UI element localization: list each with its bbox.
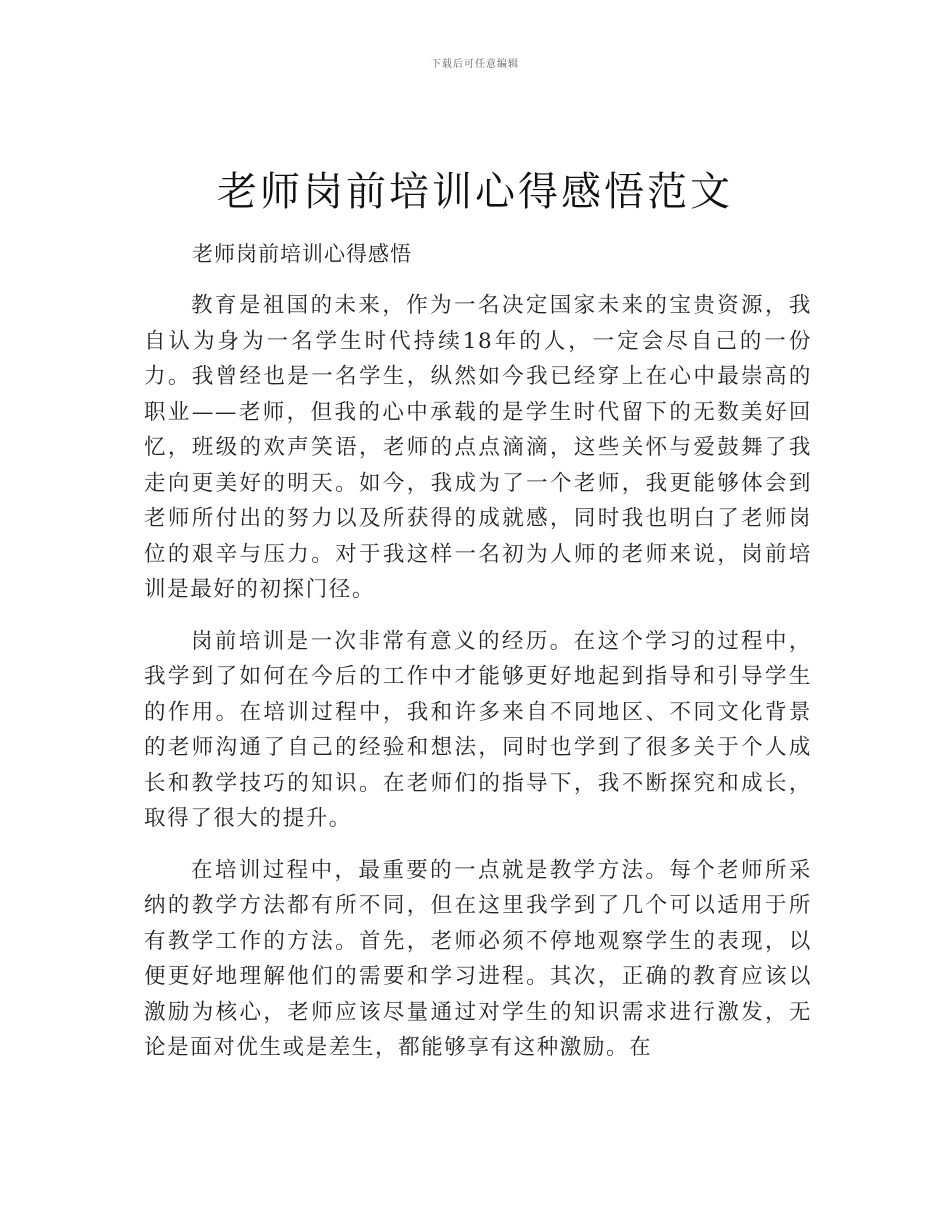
- paragraph: 在培训过程中，最重要的一点就是教学方法。每个老师所采纳的教学方法都有所不同，但在这里我学到了几个可以适用于所有教学工作的方法。首先，老师必须不停地观察学生的表现，以便更好地理解他们的需要和学习进程。其次，正确的教育应该以激励为核心，老师应该尽量通过对学生的知识需求进行激发，无论是面对优生或是差生，都能够享有这种激励。在: [144, 857, 812, 1060]
- page-header-note: 下载后可任意编辑: [431, 59, 519, 70]
- paragraph: 岗前培训是一次非常有意义的经历。在这个学习的过程中，我学到了如何在今后的工作中才能够更好地起到指导和引导学生的作用。在培训过程中，我和许多来自不同地区、不同文化背景的老师沟通了自己的经验和想法，同时也学到了很多关于个人成长和教学技巧的知识。在老师们的指导下，我不断探究和成长，取得了很大的提升。: [144, 628, 812, 831]
- document-title: 老师岗前培训心得感悟范文: [217, 169, 733, 215]
- paragraph: 教育是祖国的未来，作为一名决定国家未来的宝贵资源，我自认为身为一名学生时代持续18年的人，一定会尽自己的一份力。我曾经也是一名学生，纵然如今我已经穿上在心中最崇高的职业——老师，但我的心中承载的是学生时代留下的无数美好回忆，班级的欢声笑语，老师的点点滴滴，这些关怀与爱鼓舞了我走向更美好的明天。如今，我成为了一个老师，我更能够体会到老师所付出的努力以及所获得的成就感，同时我也明白了老师岗位的艰辛与压力。对于我这样一名初为人师的老师来说，岗前培训是最好的初探门径。: [144, 293, 812, 602]
- document-subtitle: 老师岗前培训心得感悟: [192, 242, 412, 266]
- document-body: [144, 288, 812, 1082]
